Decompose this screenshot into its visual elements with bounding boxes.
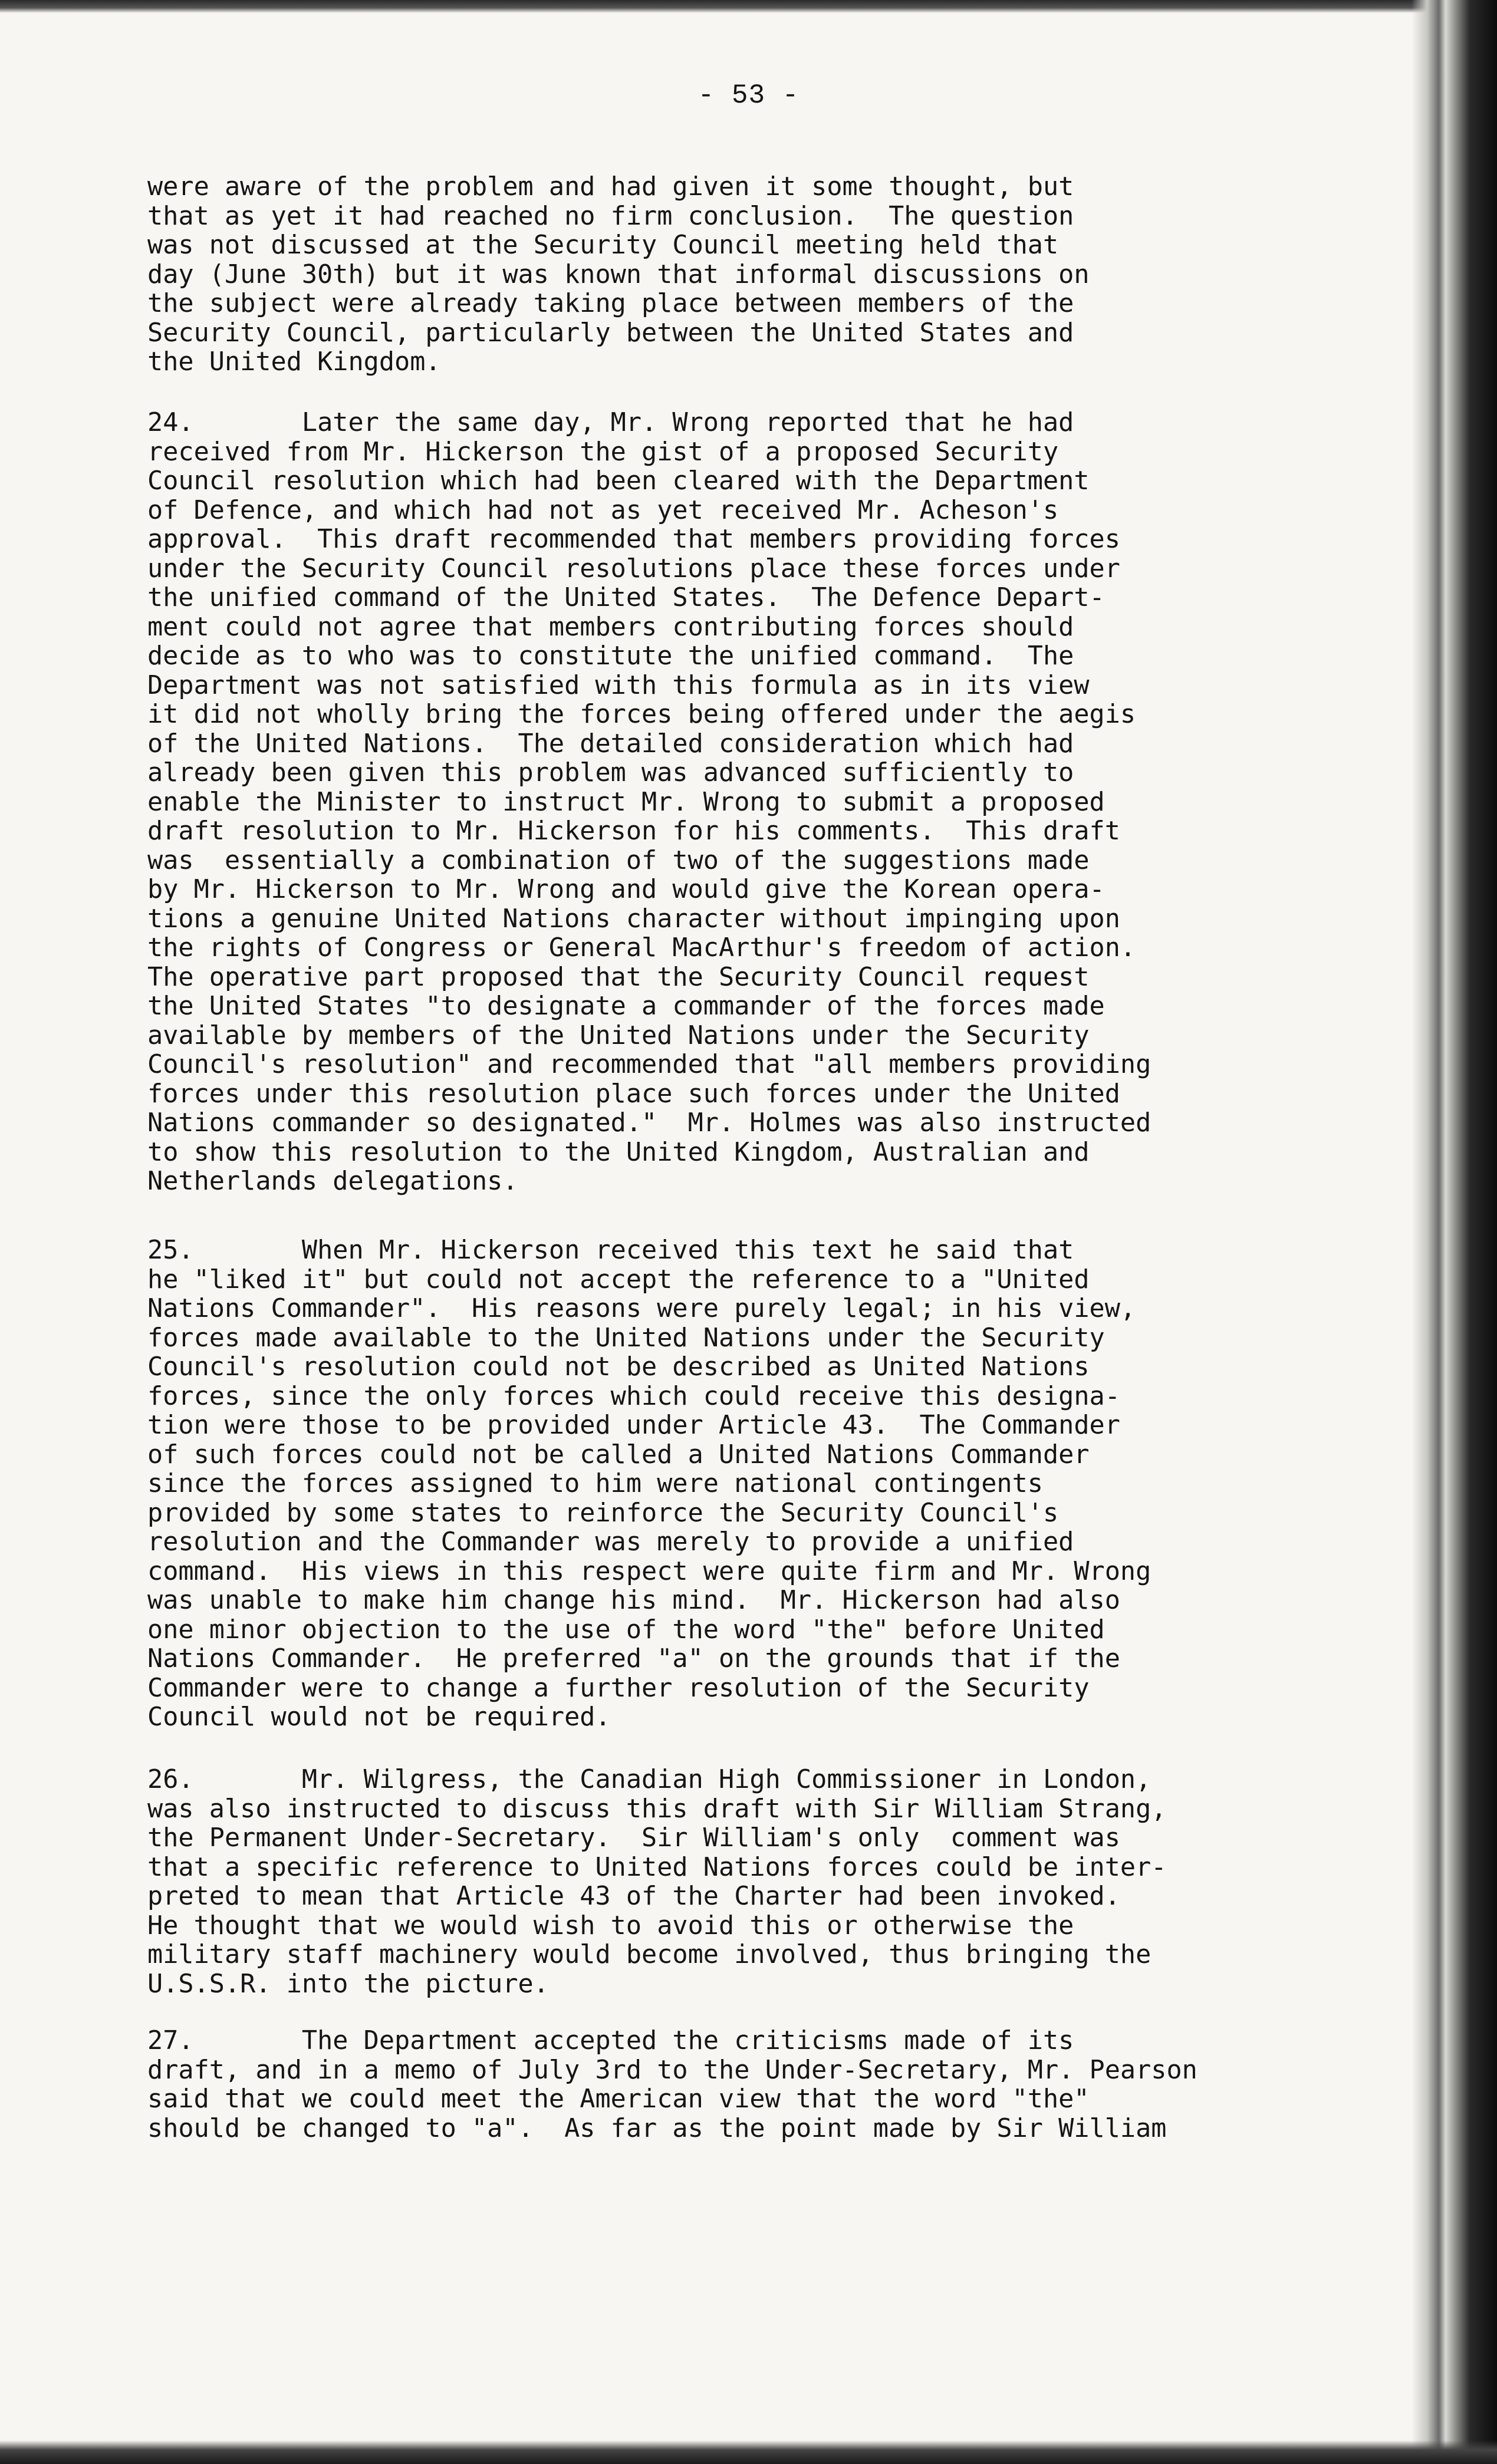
- scan-binding-edge: [1412, 0, 1497, 2464]
- page-number: - 53 -: [697, 80, 800, 111]
- scan-bottom-edge: [0, 2440, 1497, 2464]
- paragraph-26: 26. Mr. Wilgress, the Canadian High Commissioner in London, was also instructed to discuss this draft with Sir William Strang, the Permanent Under-Secretary. Sir William's only comment was that a specific reference to United Nations forces could be inter- preted to mean that Article 43 of the Charter had been invoked. He thought that we would wish to avoid this or otherwise the military staff machinery would become involved, thus bringing the U.S.S.R. into the picture.: [147, 1765, 1167, 1999]
- paragraph-25: 25. When Mr. Hickerson received this text he said that he "liked it" but could not accept the reference to a "United Nations Commander". His reasons were purely legal; in his view, forces made available to the United Nations under the Security Council's resolution could not be described as United Nations forces, since the only forces which could receive this designa- tion were those to be provided under Article 43. The Commander of such forces could not be called a United Nations Commander since the forces assigned to him were national contingents provided by some states to reinforce the Security Council's resolution and the Commander was merely to provide a unified command. His views in this respect were quite firm and Mr. Wrong was unable to make him change his mind. Mr. Hickerson had also one minor objection to the use of the word "the" before United Nations Commander. He preferred "a" on the grounds that if the Commander were to change a further resolution of the Security Council would not be required.: [147, 1236, 1151, 1732]
- paragraph-24: 24. Later the same day, Mr. Wrong reported that he had received from Mr. Hickerson the gist of a proposed Security Council resolution which had been cleared with the Department of Defence, and which had not as yet received Mr. Acheson's approval. This draft recommended that members providing forces under the Security Council resolutions place these forces under the unified command of the United States. The Defence Depart- ment could not agree that members contributing forces should decide as to who was to constitute the unified command. The Department was not satisfied with this formula as in its view it did not wholly bring the forces being offered under the aegis of the United Nations. The detailed consideration which had already been given this problem was advanced sufficiently to enable the Minister to instruct Mr. Wrong to submit a proposed draft resolution to Mr. Hickerson for his comments. This draft was essentially a combination of two of the suggestions made by Mr. Hickerson to Mr. Wrong and would give the Korean opera- tions a genuine United Nations character without impinging upon the rights of Congress or General MacArthur's freedom of action. The operative part proposed that the Security Council request the United States "to designate a commander of the forces made available by members of the United Nations under the Security Council's resolution" and recommended that "all members providing forces under this resolution place such forces under the United Nations commander so designated." Mr. Holmes was also instructed to show this resolution to the United Kingdom, Australian and Netherlands delegations.: [147, 408, 1151, 1196]
- scan-top-edge: [0, 0, 1497, 13]
- paragraph-continued: were aware of the problem and had given it some thought, but that as yet it had reached no firm conclusion. The question was not discussed at the Security Council meeting held that day (June 30th) but it was known that informal discussions on the subject were already taking place between members of the Security Council, particularly between the United States and the United Kingdom.: [147, 172, 1090, 377]
- paragraph-27: 27. The Department accepted the criticisms made of its draft, and in a memo of July 3rd to the Under-Secretary, Mr. Pearson said that we could meet the American view that the word "the" should be changed to "a". As far as the point made by Sir William: [147, 2026, 1197, 2143]
